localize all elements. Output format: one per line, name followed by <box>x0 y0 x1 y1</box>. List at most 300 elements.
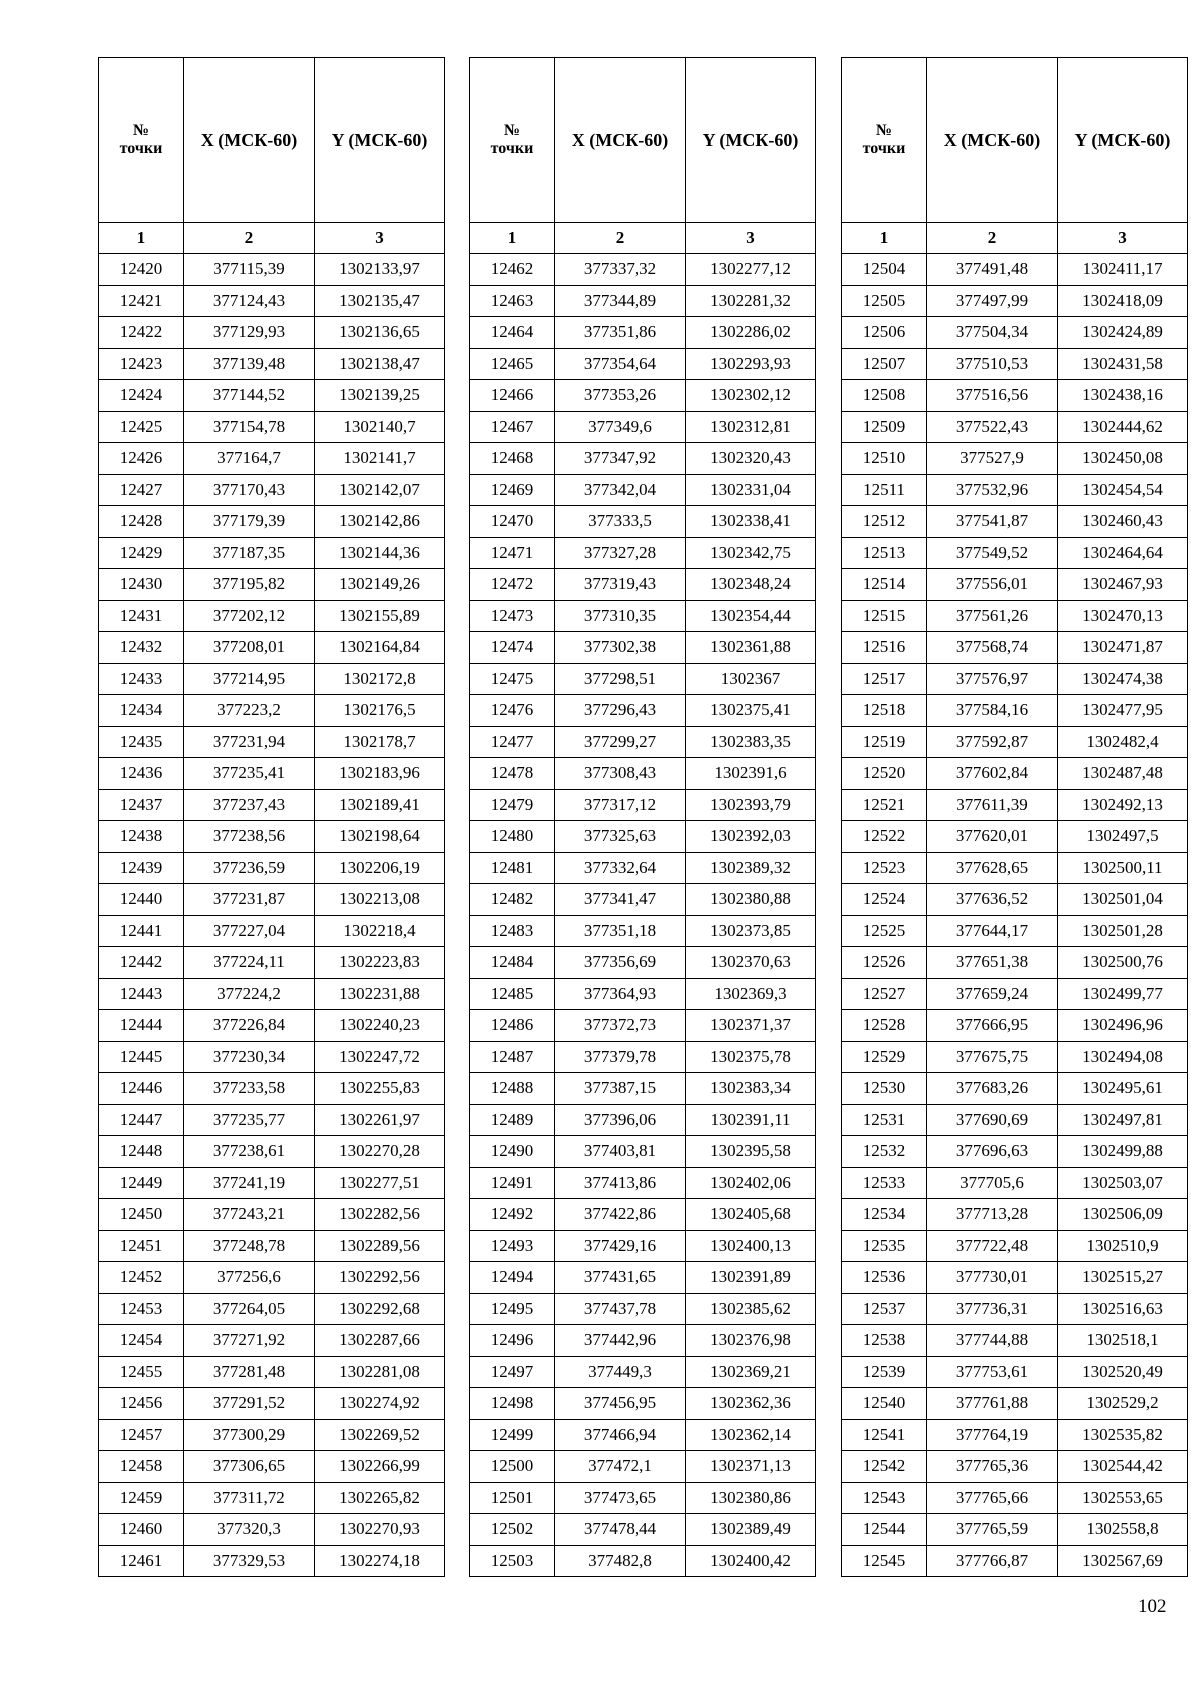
y-coordinate-cell: 1302164,84 <box>315 632 445 664</box>
table-row <box>99 1356 445 1388</box>
y-coordinate-cell: 1302370,63 <box>686 947 816 979</box>
point-number-header: № точки <box>470 58 555 223</box>
x-coordinate-cell: 377620,01 <box>927 821 1058 853</box>
y-coordinate-cell: 1302558,8 <box>1058 1514 1188 1546</box>
y-coordinate-cell: 1302482,4 <box>1058 726 1188 758</box>
x-coordinate-cell: 377556,01 <box>927 569 1058 601</box>
point-number-cell: 12526 <box>842 947 927 979</box>
y-coordinate-cell: 1302391,89 <box>686 1262 816 1294</box>
x-coordinate-cell: 377504,34 <box>927 317 1058 349</box>
table-row <box>99 1199 445 1231</box>
y-coordinate-cell: 1302138,47 <box>315 348 445 380</box>
table-row <box>99 506 445 538</box>
y-coordinate-cell: 1302189,41 <box>315 789 445 821</box>
y-coordinate-cell: 1302293,93 <box>686 348 816 380</box>
point-number-cell: 12450 <box>99 1199 184 1231</box>
table-row <box>470 1356 816 1388</box>
y-coordinate-cell: 1302218,4 <box>315 915 445 947</box>
table-row <box>99 1041 445 1073</box>
point-number-cell: 12522 <box>842 821 927 853</box>
table-body <box>99 254 445 1577</box>
point-number-cell: 12497 <box>470 1356 555 1388</box>
y-coordinate-cell: 1302142,07 <box>315 474 445 506</box>
x-coordinate-cell: 377231,94 <box>184 726 315 758</box>
y-coordinate-cell: 1302477,95 <box>1058 695 1188 727</box>
x-coordinate-cell: 377482,8 <box>555 1545 686 1577</box>
point-number-cell: 12489 <box>470 1104 555 1136</box>
point-number-cell: 12432 <box>99 632 184 664</box>
table-row <box>842 978 1188 1010</box>
table-row <box>842 348 1188 380</box>
table-row <box>842 537 1188 569</box>
table-row <box>470 947 816 979</box>
y-coordinate-cell: 1302499,88 <box>1058 1136 1188 1168</box>
y-coordinate-cell: 1302331,04 <box>686 474 816 506</box>
point-number-cell: 12436 <box>99 758 184 790</box>
point-number-cell: 12483 <box>470 915 555 947</box>
y-coordinate-cell: 1302553,65 <box>1058 1482 1188 1514</box>
point-number-cell: 12453 <box>99 1293 184 1325</box>
point-number-cell: 12471 <box>470 537 555 569</box>
y-coordinate-cell: 1302320,43 <box>686 443 816 475</box>
y-coordinate-cell: 1302231,88 <box>315 978 445 1010</box>
y-coordinate-cell: 1302292,56 <box>315 1262 445 1294</box>
x-coordinate-cell: 377333,5 <box>555 506 686 538</box>
y-coordinate-cell: 1302487,48 <box>1058 758 1188 790</box>
point-number-cell: 12487 <box>470 1041 555 1073</box>
point-number-cell: 12535 <box>842 1230 927 1262</box>
table-row <box>842 1325 1188 1357</box>
y-coordinate-cell: 1302302,12 <box>686 380 816 412</box>
y-coordinate-cell: 1302369,3 <box>686 978 816 1010</box>
x-coordinate-cell: 377764,19 <box>927 1419 1058 1451</box>
point-number-cell: 12438 <box>99 821 184 853</box>
y-coordinate-cell: 1302312,81 <box>686 411 816 443</box>
y-coordinate-cell: 1302391,6 <box>686 758 816 790</box>
table-row <box>99 632 445 664</box>
x-coordinate-cell: 377235,77 <box>184 1104 315 1136</box>
point-number-cell: 12505 <box>842 285 927 317</box>
y-coordinate-cell: 1302269,52 <box>315 1419 445 1451</box>
table-row <box>470 821 816 853</box>
table-row <box>470 1262 816 1294</box>
coordinates-table-3 <box>841 57 1188 1577</box>
table-row <box>99 600 445 632</box>
table-row <box>470 348 816 380</box>
column-number-2: 2 <box>927 223 1058 254</box>
table-row <box>99 789 445 821</box>
table-row <box>99 348 445 380</box>
table-row <box>470 506 816 538</box>
y-coordinate-cell: 1302424,89 <box>1058 317 1188 349</box>
table-row <box>842 1230 1188 1262</box>
x-coordinate-cell: 377344,89 <box>555 285 686 317</box>
x-coordinate-cell: 377195,82 <box>184 569 315 601</box>
point-number-cell: 12420 <box>99 254 184 286</box>
y-coordinate-cell: 1302444,62 <box>1058 411 1188 443</box>
point-number-cell: 12481 <box>470 852 555 884</box>
point-number-cell: 12507 <box>842 348 927 380</box>
point-number-cell: 12543 <box>842 1482 927 1514</box>
x-coordinate-cell: 377241,19 <box>184 1167 315 1199</box>
table-row <box>470 1167 816 1199</box>
x-coordinate-cell: 377349,6 <box>555 411 686 443</box>
y-coordinate-cell: 1302500,76 <box>1058 947 1188 979</box>
x-coordinate-cell: 377302,38 <box>555 632 686 664</box>
point-number-cell: 12517 <box>842 663 927 695</box>
table-row <box>842 1356 1188 1388</box>
y-coordinate-cell: 1302261,97 <box>315 1104 445 1136</box>
x-coordinate-cell: 377139,48 <box>184 348 315 380</box>
x-coordinate-cell: 377696,63 <box>927 1136 1058 1168</box>
x-coordinate-cell: 377271,92 <box>184 1325 315 1357</box>
table-row <box>99 1482 445 1514</box>
point-number-cell: 12508 <box>842 380 927 412</box>
point-number-cell: 12446 <box>99 1073 184 1105</box>
y-coordinate-cell: 1302223,83 <box>315 947 445 979</box>
y-coordinate-cell: 1302265,82 <box>315 1482 445 1514</box>
table-row <box>99 726 445 758</box>
y-coordinate-cell: 1302144,36 <box>315 537 445 569</box>
y-coordinate-cell: 1302270,93 <box>315 1514 445 1546</box>
point-number-cell: 12442 <box>99 947 184 979</box>
x-coordinate-cell: 377311,72 <box>184 1482 315 1514</box>
y-coordinate-cell: 1302139,25 <box>315 380 445 412</box>
y-coordinate-cell: 1302383,35 <box>686 726 816 758</box>
x-coordinate-cell: 377298,51 <box>555 663 686 695</box>
point-number-cell: 12534 <box>842 1199 927 1231</box>
x-coordinate-cell: 377437,78 <box>555 1293 686 1325</box>
y-coordinate-cell: 1302176,5 <box>315 695 445 727</box>
table-row <box>470 726 816 758</box>
table-row <box>99 884 445 916</box>
x-coordinate-cell: 377202,12 <box>184 600 315 632</box>
table-row <box>470 915 816 947</box>
y-coordinate-cell: 1302515,27 <box>1058 1262 1188 1294</box>
y-coordinate-cell: 1302454,54 <box>1058 474 1188 506</box>
point-number-cell: 12424 <box>99 380 184 412</box>
y-coordinate-cell: 1302155,89 <box>315 600 445 632</box>
x-coordinate-cell: 377256,6 <box>184 1262 315 1294</box>
point-number-cell: 12451 <box>99 1230 184 1262</box>
table-row <box>470 884 816 916</box>
point-number-cell: 12525 <box>842 915 927 947</box>
x-coordinate-cell: 377541,87 <box>927 506 1058 538</box>
x-coordinate-cell: 377510,53 <box>927 348 1058 380</box>
y-coordinate-cell: 1302411,17 <box>1058 254 1188 286</box>
x-coordinate-cell: 377736,31 <box>927 1293 1058 1325</box>
point-number-cell: 12468 <box>470 443 555 475</box>
y-coordinate-cell: 1302385,62 <box>686 1293 816 1325</box>
point-number-cell: 12523 <box>842 852 927 884</box>
point-number-header: № точки <box>99 58 184 223</box>
table-row <box>842 254 1188 286</box>
x-coordinate-cell: 377291,52 <box>184 1388 315 1420</box>
point-number-cell: 12462 <box>470 254 555 286</box>
table-row <box>99 1325 445 1357</box>
x-coordinate-cell: 377310,35 <box>555 600 686 632</box>
y-coordinate-cell: 1302529,2 <box>1058 1388 1188 1420</box>
y-coordinate-cell: 1302450,08 <box>1058 443 1188 475</box>
table-row <box>99 1136 445 1168</box>
table-row <box>99 1010 445 1042</box>
point-number-cell: 12470 <box>470 506 555 538</box>
x-coordinate-cell: 377356,69 <box>555 947 686 979</box>
table-row <box>470 411 816 443</box>
table-row <box>842 915 1188 947</box>
point-number-cell: 12542 <box>842 1451 927 1483</box>
table-row <box>842 821 1188 853</box>
point-number-cell: 12502 <box>470 1514 555 1546</box>
point-number-cell: 12491 <box>470 1167 555 1199</box>
y-coordinate-cell: 1302281,08 <box>315 1356 445 1388</box>
point-number-cell: 12499 <box>470 1419 555 1451</box>
table-row <box>470 1482 816 1514</box>
table-row <box>470 380 816 412</box>
table-row <box>842 600 1188 632</box>
table-row <box>470 1451 816 1483</box>
y-coordinate-cell: 1302286,02 <box>686 317 816 349</box>
point-number-cell: 12514 <box>842 569 927 601</box>
point-number-cell: 12454 <box>99 1325 184 1357</box>
y-coordinate-cell: 1302464,64 <box>1058 537 1188 569</box>
y-coordinate-cell: 1302391,11 <box>686 1104 816 1136</box>
point-number-cell: 12477 <box>470 726 555 758</box>
x-coordinate-cell: 377144,52 <box>184 380 315 412</box>
table-row <box>99 254 445 286</box>
y-coordinate-cell: 1302400,42 <box>686 1545 816 1577</box>
table-row <box>470 978 816 1010</box>
x-coordinate-cell: 377611,39 <box>927 789 1058 821</box>
table-body <box>470 254 816 1577</box>
x-coordinate-cell: 377765,59 <box>927 1514 1058 1546</box>
y-coordinate-cell: 1302178,7 <box>315 726 445 758</box>
table-row <box>470 474 816 506</box>
table-row <box>99 1419 445 1451</box>
x-coordinate-cell: 377561,26 <box>927 600 1058 632</box>
table-row <box>842 1514 1188 1546</box>
x-coordinate-cell: 377379,78 <box>555 1041 686 1073</box>
table-row <box>470 695 816 727</box>
x-coordinate-cell: 377224,2 <box>184 978 315 1010</box>
x-coordinate-cell: 377124,43 <box>184 285 315 317</box>
y-coordinate-cell: 1302362,36 <box>686 1388 816 1420</box>
x-coordinate-cell: 377329,53 <box>184 1545 315 1577</box>
y-coordinate-cell: 1302470,13 <box>1058 600 1188 632</box>
x-coordinate-cell: 377473,65 <box>555 1482 686 1514</box>
table-row <box>842 380 1188 412</box>
x-coordinate-cell: 377226,84 <box>184 1010 315 1042</box>
y-coordinate-cell: 1302395,58 <box>686 1136 816 1168</box>
x-coordinate-cell: 377765,36 <box>927 1451 1058 1483</box>
x-coordinate-cell: 377532,96 <box>927 474 1058 506</box>
x-coordinate-cell: 377722,48 <box>927 1230 1058 1262</box>
point-number-cell: 12539 <box>842 1356 927 1388</box>
table-row <box>470 317 816 349</box>
y-coordinate-cell: 1302198,64 <box>315 821 445 853</box>
point-number-cell: 12445 <box>99 1041 184 1073</box>
point-number-cell: 12444 <box>99 1010 184 1042</box>
point-number-cell: 12503 <box>470 1545 555 1577</box>
point-number-cell: 12486 <box>470 1010 555 1042</box>
coordinates-table-1 <box>98 57 445 1577</box>
column-number-3: 3 <box>1058 223 1188 254</box>
x-coordinate-cell: 377296,43 <box>555 695 686 727</box>
table-row <box>842 1199 1188 1231</box>
x-coordinate-cell: 377576,97 <box>927 663 1058 695</box>
point-number-header: № точки <box>842 58 927 223</box>
y-coordinate-cell: 1302274,92 <box>315 1388 445 1420</box>
point-number-cell: 12485 <box>470 978 555 1010</box>
x-coordinate-cell: 377730,01 <box>927 1262 1058 1294</box>
table-row <box>842 1073 1188 1105</box>
x-coordinate-cell: 377549,52 <box>927 537 1058 569</box>
point-number-cell: 12545 <box>842 1545 927 1577</box>
x-coordinate-cell: 377237,43 <box>184 789 315 821</box>
point-number-cell: 12461 <box>99 1545 184 1577</box>
x-coordinate-cell: 377129,93 <box>184 317 315 349</box>
table-row <box>842 1041 1188 1073</box>
table-row <box>470 1199 816 1231</box>
table-row <box>842 852 1188 884</box>
table-row <box>842 1167 1188 1199</box>
x-coordinate-cell: 377592,87 <box>927 726 1058 758</box>
point-number-cell: 12472 <box>470 569 555 601</box>
x-coordinate-cell: 377472,1 <box>555 1451 686 1483</box>
table-row <box>99 474 445 506</box>
y-coordinate-cell: 1302338,41 <box>686 506 816 538</box>
point-number-cell: 12443 <box>99 978 184 1010</box>
point-number-cell: 12530 <box>842 1073 927 1105</box>
point-number-cell: 12533 <box>842 1167 927 1199</box>
x-coordinate-cell: 377236,59 <box>184 852 315 884</box>
table-row <box>470 569 816 601</box>
point-number-cell: 12513 <box>842 537 927 569</box>
column-number-3: 3 <box>315 223 445 254</box>
x-coordinate-cell: 377347,92 <box>555 443 686 475</box>
y-coordinate-cell: 1302518,1 <box>1058 1325 1188 1357</box>
point-number-cell: 12439 <box>99 852 184 884</box>
x-coordinate-cell: 377224,11 <box>184 947 315 979</box>
table-row <box>470 1419 816 1451</box>
x-coordinate-cell: 377522,43 <box>927 411 1058 443</box>
column-number-1: 1 <box>470 223 555 254</box>
point-number-cell: 12430 <box>99 569 184 601</box>
table-row <box>470 758 816 790</box>
x-coordinate-cell: 377491,48 <box>927 254 1058 286</box>
x-coordinate-cell: 377628,65 <box>927 852 1058 884</box>
table-row <box>470 1010 816 1042</box>
x-coordinate-cell: 377766,87 <box>927 1545 1058 1577</box>
table-row <box>99 915 445 947</box>
x-coordinate-cell: 377319,43 <box>555 569 686 601</box>
point-number-cell: 12473 <box>470 600 555 632</box>
table-row <box>99 1262 445 1294</box>
table-row <box>842 1388 1188 1420</box>
point-number-cell: 12467 <box>470 411 555 443</box>
y-coordinate-cell: 1302438,16 <box>1058 380 1188 412</box>
x-coordinate-cell: 377281,48 <box>184 1356 315 1388</box>
x-coordinate-cell: 377422,86 <box>555 1199 686 1231</box>
point-number-cell: 12504 <box>842 254 927 286</box>
point-number-cell: 12541 <box>842 1419 927 1451</box>
y-coordinate-cell: 1302281,32 <box>686 285 816 317</box>
x-coordinate-cell: 377325,63 <box>555 821 686 853</box>
x-coordinate-cell: 377227,04 <box>184 915 315 947</box>
y-coordinate-cell: 1302348,24 <box>686 569 816 601</box>
y-coordinate-cell: 1302270,28 <box>315 1136 445 1168</box>
y-coordinate-cell: 1302135,47 <box>315 285 445 317</box>
y-coordinate-cell: 1302418,09 <box>1058 285 1188 317</box>
point-number-cell: 12476 <box>470 695 555 727</box>
x-coordinate-cell: 377456,95 <box>555 1388 686 1420</box>
x-coordinate-cell: 377449,3 <box>555 1356 686 1388</box>
table-row <box>99 947 445 979</box>
y-coordinate-cell: 1302474,38 <box>1058 663 1188 695</box>
x-coordinate-cell: 377568,74 <box>927 632 1058 664</box>
y-coordinate-cell: 1302376,98 <box>686 1325 816 1357</box>
x-coordinate-cell: 377651,38 <box>927 947 1058 979</box>
y-coordinate-cell: 1302460,43 <box>1058 506 1188 538</box>
x-coordinate-cell: 377683,26 <box>927 1073 1058 1105</box>
point-number-cell: 12479 <box>470 789 555 821</box>
x-coordinate-cell: 377264,05 <box>184 1293 315 1325</box>
column-number-2: 2 <box>184 223 315 254</box>
y-coordinate-cell: 1302383,34 <box>686 1073 816 1105</box>
y-coordinate-cell: 1302172,8 <box>315 663 445 695</box>
y-coordinate-cell: 1302500,11 <box>1058 852 1188 884</box>
y-coordinate-cell: 1302467,93 <box>1058 569 1188 601</box>
table-row <box>470 254 816 286</box>
table-row <box>842 758 1188 790</box>
point-number-cell: 12449 <box>99 1167 184 1199</box>
point-number-cell: 12495 <box>470 1293 555 1325</box>
x-coordinate-cell: 377300,29 <box>184 1419 315 1451</box>
table-row <box>99 663 445 695</box>
x-coordinate-cell: 377497,99 <box>927 285 1058 317</box>
table-row <box>470 443 816 475</box>
point-number-cell: 12464 <box>470 317 555 349</box>
point-number-cell: 12529 <box>842 1041 927 1073</box>
table-row <box>470 1073 816 1105</box>
point-number-cell: 12527 <box>842 978 927 1010</box>
table-row <box>99 1104 445 1136</box>
x-coordinate-cell: 377164,7 <box>184 443 315 475</box>
table-row <box>470 1136 816 1168</box>
y-coordinate-header: Y (МСК-60) <box>315 58 445 223</box>
y-coordinate-cell: 1302393,79 <box>686 789 816 821</box>
table-row <box>470 537 816 569</box>
x-coordinate-header: X (МСК-60) <box>927 58 1058 223</box>
x-coordinate-cell: 377413,86 <box>555 1167 686 1199</box>
y-coordinate-cell: 1302140,7 <box>315 411 445 443</box>
point-number-cell: 12536 <box>842 1262 927 1294</box>
x-coordinate-cell: 377516,56 <box>927 380 1058 412</box>
x-coordinate-cell: 377235,41 <box>184 758 315 790</box>
point-number-cell: 12494 <box>470 1262 555 1294</box>
point-number-cell: 12480 <box>470 821 555 853</box>
y-coordinate-cell: 1302471,87 <box>1058 632 1188 664</box>
table-row <box>842 1262 1188 1294</box>
y-coordinate-cell: 1302400,13 <box>686 1230 816 1262</box>
y-coordinate-cell: 1302389,32 <box>686 852 816 884</box>
point-number-cell: 12458 <box>99 1451 184 1483</box>
x-coordinate-cell: 377223,2 <box>184 695 315 727</box>
x-coordinate-cell: 377238,61 <box>184 1136 315 1168</box>
y-coordinate-cell: 1302266,99 <box>315 1451 445 1483</box>
point-number-cell: 12455 <box>99 1356 184 1388</box>
point-number-cell: 12500 <box>470 1451 555 1483</box>
